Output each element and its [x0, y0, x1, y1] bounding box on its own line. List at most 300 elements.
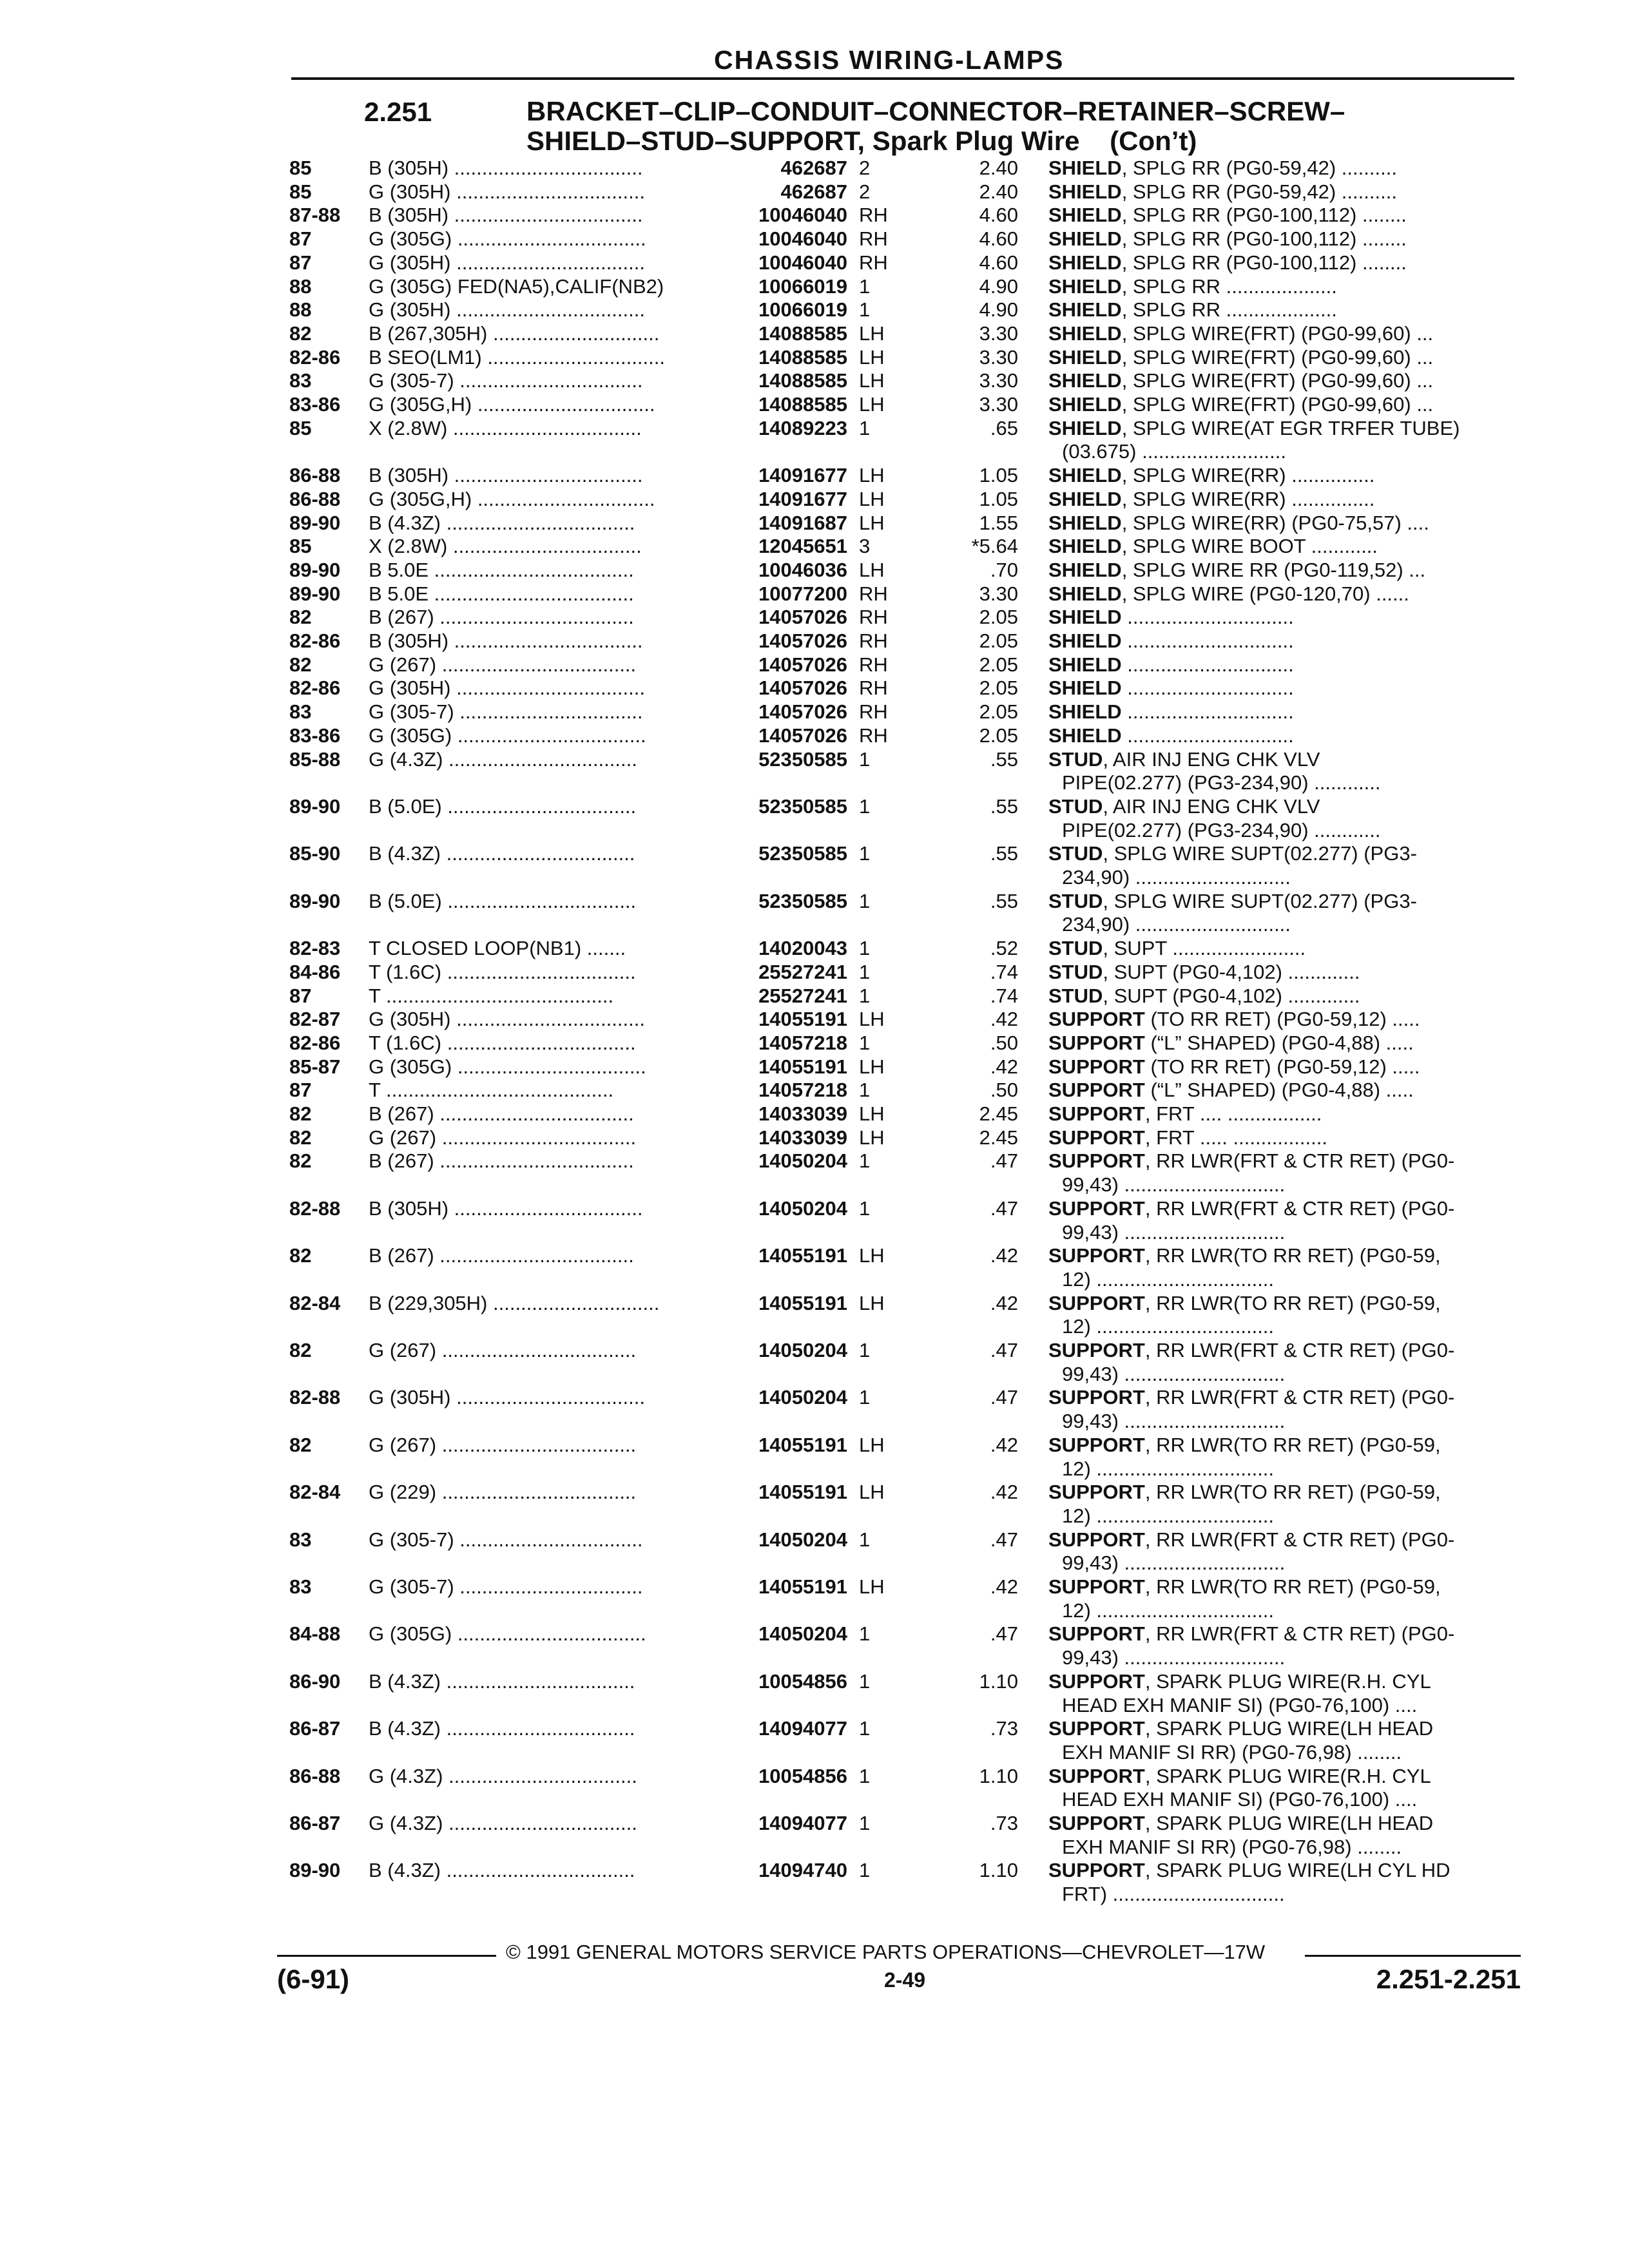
part-number-cell: 10054856 [758, 1764, 847, 1787]
part-name-keyword: SHIELD [1048, 653, 1122, 676]
part-name-continuation: 12) ................................ [1062, 1267, 1275, 1291]
part-name-keyword: SUPPORT [1048, 1764, 1145, 1787]
price-cell: .65 [990, 416, 1018, 439]
part-name-continuation: 234,90) ............................ [1062, 866, 1291, 889]
quantity-cell: LH [859, 511, 885, 534]
part-name-cell [1048, 203, 1506, 227]
quantity-cell: 1 [859, 1812, 871, 1834]
price-cell: 3.30 [979, 393, 1018, 416]
price-cell: 3.30 [979, 322, 1018, 345]
part-name-keyword: SHIELD [1048, 416, 1122, 439]
price-cell: .73 [990, 1717, 1018, 1740]
year-cell: 87 [289, 251, 312, 274]
year-cell: 89-90 [289, 558, 341, 581]
price-cell: 2.05 [979, 629, 1018, 652]
part-name-keyword: SHIELD [1048, 274, 1122, 298]
part-name-cell [1048, 582, 1506, 606]
price-cell: 3.30 [979, 582, 1018, 605]
quantity-cell: 2 [859, 157, 871, 179]
price-cell: .42 [990, 1481, 1018, 1504]
price-cell: 1.55 [979, 511, 1018, 534]
part-name-detail: , SPLG RR (PG0-100,112) ........ [1121, 204, 1407, 227]
year-cell: 85 [289, 416, 312, 439]
description-cell: B (4.3Z) .................................. [369, 1717, 635, 1740]
year-cell: 82-84 [289, 1481, 341, 1504]
part-name-cell [1048, 1622, 1506, 1646]
year-cell: 82-86 [289, 677, 341, 700]
year-cell: 82-83 [289, 937, 341, 960]
year-cell: 83 [289, 369, 312, 392]
year-cell: 82 [289, 1126, 312, 1149]
part-name-keyword: SHIELD [1048, 511, 1122, 534]
part-name-keyword: SHIELD [1048, 558, 1122, 581]
quantity-cell: 1 [859, 1528, 871, 1551]
part-name-keyword: SHIELD [1048, 606, 1122, 629]
part-number-cell: 14094740 [758, 1859, 847, 1882]
price-cell: .55 [990, 889, 1018, 912]
footer-page-number: 2-49 [884, 1968, 926, 1992]
description-cell: B (4.3Z) .................................. [369, 1859, 635, 1882]
part-number-cell: 14057218 [758, 1031, 847, 1054]
description-cell: B (229,305H) .............................. [369, 1291, 660, 1314]
part-name-keyword: SUPPORT [1048, 1126, 1145, 1149]
part-name-continuation: 12) ................................ [1062, 1504, 1275, 1527]
year-cell: 85-90 [289, 842, 341, 865]
part-name-continuation: EXH MANIF SI RR) (PG0-76,98) ........ [1062, 1740, 1402, 1763]
price-cell: 2.05 [979, 724, 1018, 747]
price-cell: .42 [990, 1433, 1018, 1456]
footer-date: (6-91) [277, 1964, 350, 1994]
quantity-cell: RH [859, 700, 888, 724]
part-name-detail: , SPLG WIRE SUPT(02.277) (PG3- [1103, 889, 1417, 912]
price-cell: .50 [990, 1079, 1018, 1102]
price-cell: .47 [990, 1149, 1018, 1173]
part-name-detail: , RR LWR(FRT & CTR RET) (PG0- [1144, 1196, 1455, 1220]
year-cell: 87-88 [289, 204, 341, 227]
description-cell: B (267) ................................... [369, 1102, 634, 1125]
part-name-keyword: SUPPORT [1048, 1386, 1145, 1409]
part-name-continuation: FRT) ............................... [1062, 1883, 1285, 1906]
part-name-detail: , RR LWR(FRT & CTR RET) (PG0- [1144, 1339, 1455, 1361]
year-cell: 82 [289, 1102, 312, 1125]
part-name-cell [1048, 629, 1506, 653]
part-name-cell [1048, 1244, 1506, 1267]
part-number-cell: 14057026 [758, 700, 847, 724]
description-cell: X (2.8W) .................................. [369, 416, 642, 439]
quantity-cell: 1 [859, 1386, 871, 1409]
part-name-keyword: SHIELD [1048, 393, 1122, 416]
part-name-keyword: SHIELD [1048, 322, 1122, 345]
year-cell: 82 [289, 1244, 312, 1267]
part-number-cell: 14055191 [758, 1575, 847, 1598]
part-name-cell [1048, 889, 1506, 913]
year-cell: 89-90 [289, 889, 341, 912]
part-number-cell: 14091677 [758, 464, 847, 487]
description-cell: T (1.6C) .................................. [369, 960, 636, 983]
part-number-cell: 14057026 [758, 629, 847, 652]
price-cell: .73 [990, 1812, 1018, 1834]
year-cell: 86-88 [289, 464, 341, 487]
year-cell: 82 [289, 1433, 312, 1456]
year-cell: 82-87 [289, 1008, 341, 1031]
description-cell: B (4.3Z) .................................. [369, 1669, 635, 1693]
description-cell: G (305G,H) ................................ [369, 487, 655, 510]
price-cell: 3.30 [979, 369, 1018, 392]
quantity-cell: 1 [859, 842, 871, 865]
year-cell: 85 [289, 180, 312, 203]
part-number-cell: 14088585 [758, 369, 847, 392]
part-name-detail: , SPLG WIRE(AT EGR TRFER TUBE) [1121, 416, 1460, 439]
part-number-cell: 10054856 [758, 1669, 847, 1693]
description-cell: T (1.6C) .................................. [369, 1031, 636, 1054]
part-name-cell [1048, 227, 1506, 251]
part-name-detail: , SPARK PLUG WIRE(LH HEAD [1144, 1717, 1434, 1740]
quantity-cell: RH [859, 653, 888, 676]
part-name-detail: , SPARK PLUG WIRE(LH CYL HD [1144, 1859, 1451, 1882]
part-name-cell [1048, 653, 1506, 677]
year-cell: 87 [289, 984, 312, 1007]
part-number-cell: 10046040 [758, 227, 847, 251]
year-cell: 85 [289, 157, 312, 179]
part-name-cell [1048, 1007, 1506, 1031]
description-cell: B (267,305H) .............................. [369, 322, 660, 345]
quantity-cell: LH [859, 393, 885, 416]
part-name-detail: , SPLG WIRE(RR) (PG0-75,57) .... [1121, 511, 1429, 534]
description-cell: B (305H) .................................. [369, 1196, 643, 1220]
part-name-detail: .............................. [1121, 653, 1294, 676]
part-number-cell: 14050204 [758, 1196, 847, 1220]
part-number-cell: 14091687 [758, 511, 847, 534]
part-name-detail: , SPLG RR .................... [1121, 274, 1337, 298]
quantity-cell: 1 [859, 1764, 871, 1787]
quantity-cell: 1 [859, 274, 871, 298]
part-name-keyword: SHIELD [1048, 487, 1122, 510]
part-name-cell [1048, 605, 1506, 629]
quantity-cell: 1 [859, 1622, 871, 1646]
part-name-detail: .............................. [1121, 677, 1294, 700]
quantity-cell: LH [859, 369, 885, 392]
part-name-keyword: SUPPORT [1048, 1669, 1145, 1693]
year-cell: 86-90 [289, 1669, 341, 1693]
quantity-cell: RH [859, 677, 888, 700]
part-name-detail: , RR LWR(TO RR RET) (PG0-59, [1144, 1433, 1441, 1456]
price-cell: .70 [990, 558, 1018, 581]
price-cell: 1.10 [979, 1764, 1018, 1787]
description-cell: G (305G) .................................. [369, 1055, 646, 1078]
part-number-cell: 14057026 [758, 653, 847, 676]
quantity-cell: 1 [859, 416, 871, 439]
part-name-detail: (“L” SHAPED) (PG0-4,88) ..... [1144, 1079, 1414, 1102]
part-name-cell [1048, 534, 1506, 558]
part-name-detail: , SPLG WIRE(RR) ............... [1121, 487, 1375, 510]
part-name-keyword: STUD [1048, 889, 1103, 912]
description-cell: G (305H) .................................. [369, 1386, 645, 1409]
description-cell: G (305G) .................................. [369, 227, 646, 251]
quantity-cell: 1 [859, 984, 871, 1007]
price-cell: .52 [990, 937, 1018, 960]
year-cell: 88 [289, 298, 312, 322]
description-cell: B (305H) .................................. [369, 464, 643, 487]
price-cell: 2.45 [979, 1102, 1018, 1125]
part-name-detail: , SPLG RR (PG0-100,112) ........ [1121, 227, 1407, 251]
part-number-cell: 14050204 [758, 1622, 847, 1646]
quantity-cell: 1 [859, 298, 871, 322]
quantity-cell: 1 [859, 960, 871, 983]
part-name-keyword: SUPPORT [1048, 1149, 1145, 1173]
description-cell: G (4.3Z) .................................. [369, 1764, 637, 1787]
part-number-cell: 25527241 [758, 984, 847, 1007]
year-cell: 89-90 [289, 582, 341, 605]
description-cell: G (4.3Z) .................................. [369, 747, 637, 771]
price-cell: .47 [990, 1622, 1018, 1646]
part-name-keyword: SHIELD [1048, 464, 1122, 487]
part-name-cell [1048, 960, 1506, 984]
description-cell: B 5.0E .................................... [369, 558, 634, 581]
part-name-cell [1048, 369, 1506, 392]
part-name-detail: , SPARK PLUG WIRE(LH HEAD [1144, 1812, 1434, 1834]
part-name-detail: , SPLG RR (PG0-59,42) .......... [1121, 157, 1397, 179]
year-cell: 83 [289, 700, 312, 724]
part-number-cell: 14057218 [758, 1079, 847, 1102]
year-cell: 89-90 [289, 511, 341, 534]
description-cell: B 5.0E .................................... [369, 582, 634, 605]
part-name-cell [1048, 487, 1506, 511]
year-cell: 82-88 [289, 1386, 341, 1409]
price-cell: .55 [990, 747, 1018, 771]
part-number-cell: 14089223 [758, 416, 847, 439]
year-cell: 85 [289, 535, 312, 558]
part-name-detail: (“L” SHAPED) (PG0-4,88) ..... [1144, 1031, 1414, 1054]
part-name-keyword: SHIELD [1048, 204, 1122, 227]
part-name-cell [1048, 1433, 1506, 1457]
part-name-keyword: STUD [1048, 842, 1103, 865]
part-name-detail: , SPLG WIRE(FRT) (PG0-99,60) ... [1121, 322, 1434, 345]
section-number: 2.251 [364, 97, 432, 127]
description-cell: G (267) ................................... [369, 1126, 637, 1149]
part-name-cell [1048, 724, 1506, 747]
part-name-continuation: 99,43) ............................. [1062, 1173, 1286, 1196]
part-number-cell: 14055191 [758, 1244, 847, 1267]
part-name-detail: , SPLG WIRE(FRT) (PG0-99,60) ... [1121, 345, 1434, 369]
quantity-cell: LH [859, 345, 885, 369]
part-number-cell: 14050204 [758, 1149, 847, 1173]
part-name-keyword: SHIELD [1048, 298, 1122, 322]
quantity-cell: 1 [859, 1717, 871, 1740]
part-name-detail: , RR LWR(FRT & CTR RET) (PG0- [1144, 1622, 1455, 1646]
year-cell: 82-86 [289, 1031, 341, 1054]
quantity-cell: RH [859, 204, 888, 227]
year-cell: 87 [289, 1079, 312, 1102]
part-name-cell [1048, 511, 1506, 535]
part-name-detail: , SUPT (PG0-4,102) ............. [1103, 960, 1360, 983]
price-cell: 4.60 [979, 251, 1018, 274]
part-name-detail: .............................. [1121, 700, 1294, 724]
part-name-keyword: SHIELD [1048, 345, 1122, 369]
price-cell: .47 [990, 1386, 1018, 1409]
year-cell: 86-88 [289, 487, 341, 510]
quantity-cell: 1 [859, 747, 871, 771]
part-name-keyword: SHIELD [1048, 582, 1122, 605]
quantity-cell: 1 [859, 1079, 871, 1102]
part-name-detail: .............................. [1121, 724, 1294, 747]
part-number-cell: 14088585 [758, 322, 847, 345]
part-name-keyword: STUD [1048, 747, 1103, 771]
part-name-keyword: STUD [1048, 984, 1103, 1007]
part-name-detail: , SPLG RR .................... [1121, 298, 1337, 322]
quantity-cell: RH [859, 629, 888, 652]
part-name-keyword: SUPPORT [1048, 1622, 1145, 1646]
part-name-detail: , FRT .... ................. [1144, 1102, 1322, 1125]
part-name-cell [1048, 1811, 1506, 1835]
quantity-cell: LH [859, 1291, 885, 1314]
part-number-cell: 12045651 [758, 535, 847, 558]
part-number-cell: 14055191 [758, 1055, 847, 1078]
description-cell: B (305H) .................................. [369, 204, 643, 227]
part-name-cell [1048, 1196, 1506, 1220]
year-cell: 83-86 [289, 393, 341, 416]
part-name-detail: , AIR INJ ENG CHK VLV [1103, 794, 1320, 818]
price-cell: 2.05 [979, 606, 1018, 629]
year-cell: 83 [289, 1575, 312, 1598]
part-number-cell: 14055191 [758, 1433, 847, 1456]
part-name-cell [1048, 274, 1506, 298]
part-name-keyword: SHIELD [1048, 369, 1122, 392]
description-cell: G (305-7) ................................. [369, 369, 643, 392]
part-name-detail: , SPLG WIRE(RR) ............... [1121, 464, 1375, 487]
part-name-keyword: STUD [1048, 960, 1103, 983]
description-cell: B (305H) .................................. [369, 157, 643, 179]
part-number-cell: 14088585 [758, 393, 847, 416]
part-name-continuation: 99,43) ............................. [1062, 1410, 1286, 1433]
part-name-keyword: SUPPORT [1048, 1481, 1145, 1504]
part-name-keyword: SHIELD [1048, 157, 1122, 179]
quantity-cell: LH [859, 1481, 885, 1504]
quantity-cell: LH [859, 464, 885, 487]
price-cell: 1.10 [979, 1859, 1018, 1882]
part-name-keyword: SUPPORT [1048, 1291, 1145, 1314]
part-number-cell: 14088585 [758, 345, 847, 369]
quantity-cell: 1 [859, 937, 871, 960]
price-cell: 2.45 [979, 1126, 1018, 1149]
price-cell: 1.05 [979, 487, 1018, 510]
quantity-cell: 1 [859, 1196, 871, 1220]
part-number-cell: 14094077 [758, 1717, 847, 1740]
part-name-keyword: SHIELD [1048, 251, 1122, 274]
section-title-line-1: BRACKET–CLIP–CONDUIT–CONNECTOR–RETAINER–SCREW– [526, 96, 1345, 126]
price-cell: .74 [990, 960, 1018, 983]
part-name-cell [1048, 1528, 1506, 1552]
year-cell: 84-88 [289, 1622, 341, 1646]
year-cell: 82 [289, 1149, 312, 1173]
part-name-detail: , RR LWR(TO RR RET) (PG0-59, [1144, 1481, 1441, 1504]
description-cell: G (267) ................................... [369, 1433, 637, 1456]
part-number-cell: 14050204 [758, 1528, 847, 1551]
price-cell: 4.60 [979, 227, 1018, 251]
part-name-detail: , SPLG WIRE BOOT ............ [1121, 535, 1378, 558]
part-number-cell: 10046040 [758, 204, 847, 227]
footer-copyright: © 1991 GENERAL MOTORS SERVICE PARTS OPERATIONS—CHEVROLET—17W [506, 1941, 1266, 1963]
part-number-cell: 10066019 [758, 274, 847, 298]
part-name-cell [1048, 936, 1506, 960]
part-name-cell [1048, 1669, 1506, 1693]
price-cell: 1.05 [979, 464, 1018, 487]
part-name-keyword: SHIELD [1048, 535, 1122, 558]
part-name-detail: , RR LWR(FRT & CTR RET) (PG0- [1144, 1149, 1455, 1173]
part-number-cell: 14055191 [758, 1008, 847, 1031]
part-number-cell: 14057026 [758, 677, 847, 700]
quantity-cell: 1 [859, 794, 871, 818]
part-name-cell [1048, 345, 1506, 369]
part-name-continuation: PIPE(02.277) (PG3-234,90) ............ [1062, 818, 1381, 841]
part-name-detail: , SPLG WIRE(FRT) (PG0-99,60) ... [1121, 369, 1434, 392]
price-cell: .55 [990, 794, 1018, 818]
description-cell: G (305G) .................................. [369, 724, 646, 747]
quantity-cell: 1 [859, 1149, 871, 1173]
part-name-keyword: SUPPORT [1048, 1528, 1145, 1551]
year-cell: 86-87 [289, 1812, 341, 1834]
part-name-keyword: SHIELD [1048, 180, 1122, 203]
part-name-cell [1048, 392, 1506, 416]
quantity-cell: LH [859, 322, 885, 345]
description-cell: G (305H) .................................. [369, 298, 645, 322]
year-cell: 82 [289, 606, 312, 629]
part-name-detail: (TO RR RET) (PG0-59,12) ..... [1144, 1008, 1420, 1031]
part-name-cell [1048, 1078, 1506, 1102]
part-name-keyword: SUPPORT [1048, 1031, 1145, 1054]
part-name-keyword: SUPPORT [1048, 1079, 1145, 1102]
part-number-cell: 462687 [780, 180, 847, 203]
description-cell: G (305-7) ................................. [369, 1575, 643, 1598]
description-cell: T ......................................... [369, 1079, 614, 1102]
description-cell: G (229) ................................... [369, 1481, 637, 1504]
part-name-cell [1048, 1149, 1506, 1173]
year-cell: 85-87 [289, 1055, 341, 1078]
quantity-cell: RH [859, 251, 888, 274]
description-cell: B (267) ................................... [369, 1244, 634, 1267]
quantity-cell: 1 [859, 1669, 871, 1693]
part-name-cell [1048, 1338, 1506, 1362]
part-name-cell [1048, 180, 1506, 204]
price-cell: 2.40 [979, 157, 1018, 179]
quantity-cell: LH [859, 1244, 885, 1267]
quantity-cell: 1 [859, 889, 871, 912]
part-name-cell [1048, 1716, 1506, 1740]
footer-section-range: 2.251-2.251 [1376, 1964, 1521, 1994]
price-cell: 2.05 [979, 700, 1018, 724]
part-name-continuation: 12) ................................ [1062, 1599, 1275, 1622]
price-cell: .42 [990, 1055, 1018, 1078]
description-cell: B (5.0E) .................................. [369, 889, 637, 912]
section-title-line-2: SHIELD–STUD–SUPPORT, Spark Plug Wire (Con’t) [526, 126, 1197, 156]
year-cell: 89-90 [289, 794, 341, 818]
part-name-cell [1048, 463, 1506, 487]
part-number-cell: 25527241 [758, 960, 847, 983]
part-name-continuation: 12) ................................ [1062, 1457, 1275, 1480]
description-cell: G (305H) .................................. [369, 180, 645, 203]
part-name-cell [1048, 1385, 1506, 1409]
part-number-cell: 14050204 [758, 1339, 847, 1361]
year-cell: 82-86 [289, 629, 341, 652]
part-number-cell: 14094077 [758, 1812, 847, 1834]
part-number-cell: 462687 [780, 157, 847, 179]
part-name-cell [1048, 1102, 1506, 1126]
year-cell: 83 [289, 1528, 312, 1551]
part-name-detail: , RR LWR(TO RR RET) (PG0-59, [1144, 1575, 1441, 1598]
part-name-continuation: 12) ................................ [1062, 1315, 1275, 1338]
year-cell: 86-88 [289, 1764, 341, 1787]
price-cell: *5.64 [971, 535, 1018, 558]
year-cell: 84-86 [289, 960, 341, 983]
